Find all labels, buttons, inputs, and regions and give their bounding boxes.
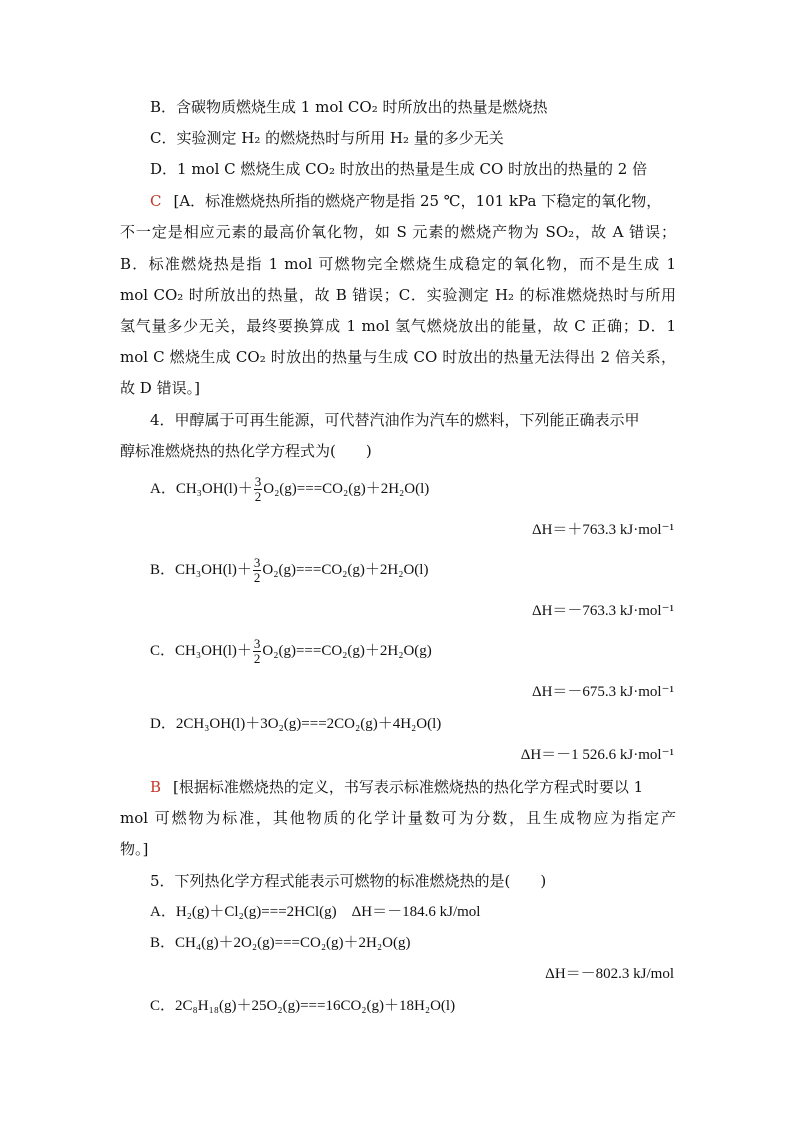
fraction: $\frac{3}{2}$ <box>253 555 261 586</box>
q4-option-d: D．2CH₃OH(l)＋3O₂(g)===2CO₂(g)＋4H₂O(l) <box>150 716 442 732</box>
q4-option-b: B．CH₃OH(l)＋ $\frac{3}{2}$ O₂(g)===CO₂(g)＋2H₂O(l) <box>150 555 429 586</box>
q3-answer: C <box>150 192 162 210</box>
q4-option-d-dh: ΔH＝－1 526.6 kJ·mol⁻¹ <box>520 747 674 763</box>
q3-explanation-line-6: mol C 燃烧生成 CO₂ 时放出的热量与生成 CO 时放出的热量无法得出 2 倍关系， <box>120 348 676 366</box>
q3-explanation-line-2: 不一定是相应元素的最高价氧化物，如 S 元素的燃烧产物为 SO₂，故 A 错误； <box>120 223 676 241</box>
q3-explanation-line-7: 故 D 错误。] <box>120 379 200 397</box>
q3-explanation-line-1 <box>150 190 706 212</box>
fraction: $\frac{3}{2}$ <box>253 636 261 667</box>
q5-option-a: A．H₂(g)＋Cl₂(g)===2HCl(g) ΔH＝－184.6 kJ/mol <box>150 904 481 920</box>
q4-option-a: A．CH₃OH(l)＋ $\frac{3}{2}$ O₂(g)===CO₂(g)＋2H₂O(l) <box>150 474 430 505</box>
q3-option-d: D．1 mol C 燃烧生成 CO₂ 时放出的热量是生成 CO 时放出的热量的 2 倍 <box>150 160 648 178</box>
q3-explanation-line-4: mol CO₂ 时所放出的热量，故 B 错误；C．实验测定 H₂ 的标准燃烧热时与所用 <box>120 286 676 304</box>
q4-explanation-line-2: mol 可燃物为标准，其他物质的化学计量数可为分数，且生成物应为指定产 <box>120 809 676 827</box>
q4-explanation-line-3: 物。] <box>120 840 149 858</box>
q4-option-c-dh: ΔH＝－675.3 kJ·mol⁻¹ <box>531 684 674 700</box>
q5-option-b-dh: ΔH＝－802.3 kJ/mol <box>545 966 674 982</box>
q5-option-b: B．CH₄(g)＋2O₂(g)===CO₂(g)＋2H₂O(g) <box>150 935 411 951</box>
q4-option-a-dh: ΔH＝＋763.3 kJ·mol⁻¹ <box>531 522 674 538</box>
q4-answer: B <box>150 778 162 796</box>
q5-option-c: C．2C₈H₁₈(g)＋25O₂(g)===16CO₂(g)＋18H₂O(l) <box>150 998 456 1014</box>
q3-explanation-line-3: B．标准燃烧热是指 1 mol 可燃物完全燃烧生成稳定的氧化物，而不是生成 1 <box>120 255 676 273</box>
q4-option-c: C．CH₃OH(l)＋ $\frac{3}{2}$ O₂(g)===CO₂(g)＋2H₂O(g) <box>150 636 432 667</box>
fraction: $\frac{3}{2}$ <box>254 474 262 505</box>
q3-option-b: B．含碳物质燃烧生成 1 mol CO₂ 时所放出的热量是燃烧热 <box>150 98 548 116</box>
q3-explanation-line-5: 氢气量多少无关，最终要换算成 1 mol 氢气燃烧放出的能量，故 C 正确；D．1 <box>120 317 676 335</box>
q3-option-c: C．实验测定 H₂ 的燃烧热时与所用 H₂ 量的多少无关 <box>150 129 504 147</box>
q4-explanation-line-1 <box>150 776 706 798</box>
q3-explanation-text: [A．标准燃烧热所指的燃烧产物是指 25 ℃，101 kPa 下稳定的氧化物， <box>173 192 662 210</box>
q4-stem-line-1: 4．甲醇属于可再生能源，可代替汽油作为汽车的燃料，下列能正确表示甲 <box>150 411 640 429</box>
q4-explanation-text: [根据标准燃烧热的定义，书写表示标准燃烧热的热化学方程式时要以 1 <box>173 778 644 796</box>
q4-option-b-dh: ΔH＝－763.3 kJ·mol⁻¹ <box>531 603 674 619</box>
q5-stem: 5．下列热化学方程式能表示可燃物的标准燃烧热的是( ) <box>150 872 547 890</box>
q4-stem-line-2: 醇标准燃烧热的热化学方程式为( ) <box>120 442 372 460</box>
